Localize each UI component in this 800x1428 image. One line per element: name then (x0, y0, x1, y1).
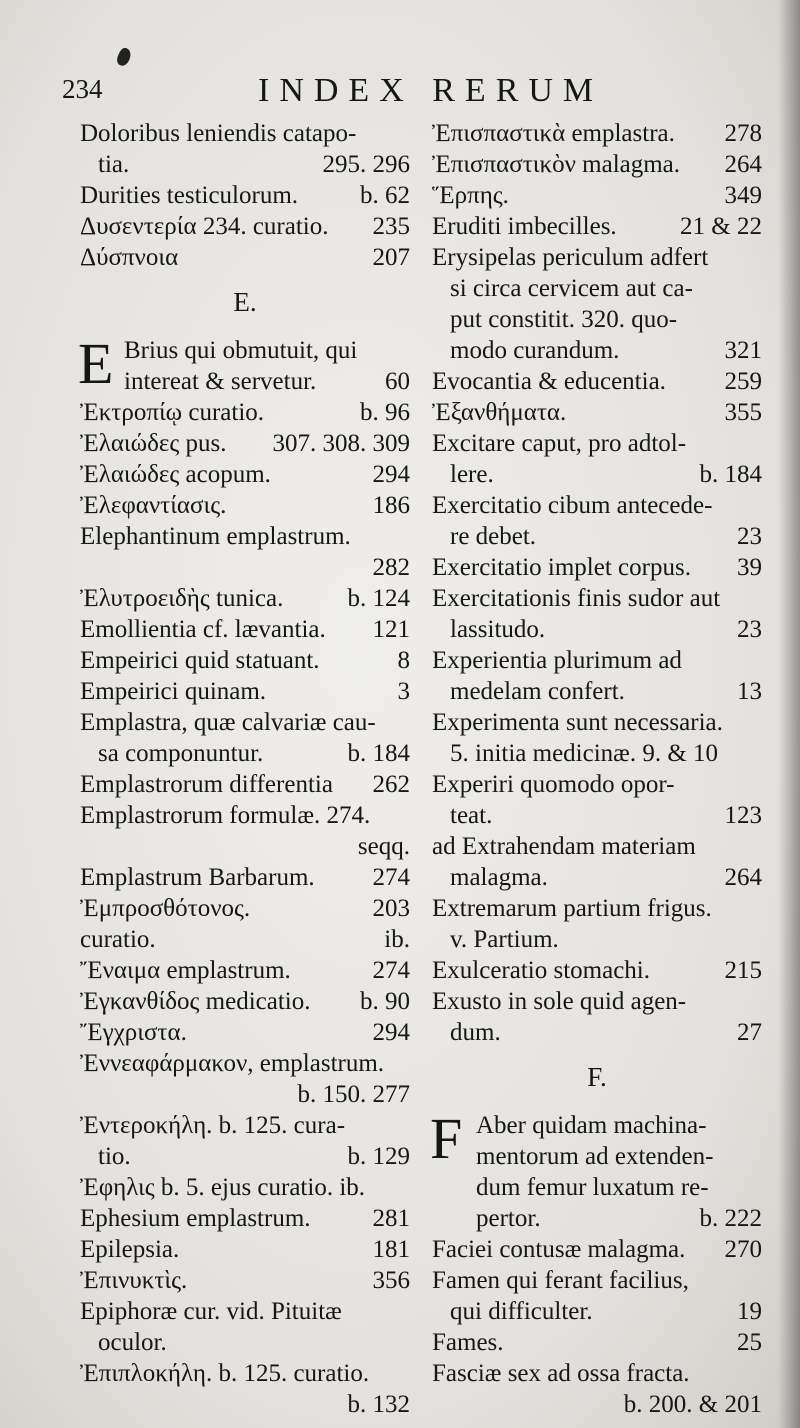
entry-text: Ἐπιπλοκήλη. b. 125. curatio. (80, 1360, 370, 1387)
index-entry (432, 1265, 762, 1327)
running-title: INDEX RERUM (258, 72, 604, 109)
entry-text: dum femur luxatum re- (476, 1174, 709, 1201)
index-entry (80, 521, 410, 583)
index-entry (432, 893, 762, 955)
entry-text: Ἐξανθήματα. (432, 399, 567, 426)
page-reference: 235 (372, 213, 410, 240)
index-entry (80, 1110, 410, 1172)
page-reference: b. 184 (347, 740, 410, 767)
entry-text: Ἐπισπαστικὸν malagma. (432, 151, 681, 178)
entry-text: Fasciæ sex ad ossa fracta. (432, 1360, 690, 1387)
entry-text: Ἐκτροπίῳ curatio. (80, 399, 265, 426)
index-entry (432, 707, 762, 769)
index-entry (80, 242, 410, 273)
page-reference: b. 62 (360, 182, 410, 209)
entry-text: Evocantia & educentia. (432, 368, 666, 395)
entry-text: mentorum ad extenden- (476, 1143, 714, 1170)
index-entry (80, 1234, 410, 1265)
index-entry (80, 1017, 410, 1048)
entry-text: Faciei contusæ malagma. (432, 1236, 686, 1263)
page-reference: b. 90 (360, 988, 410, 1015)
index-entry (432, 955, 762, 986)
index-entry (80, 924, 410, 955)
page-reference: 295. 296 (322, 151, 410, 178)
entry-text: Aber quidam machina- (476, 1112, 707, 1139)
entry-text: 5. initia medicinæ. 9. & 10 (450, 740, 719, 767)
index-entry (432, 552, 762, 583)
entry-text: curatio. (80, 926, 156, 953)
index-entry (432, 1327, 762, 1358)
entry-text: dum. (450, 1019, 501, 1046)
index-entry (80, 614, 410, 645)
ink-blot (115, 46, 133, 67)
entry-text: Durities testiculorum. (80, 182, 299, 209)
entry-text: teat. (450, 802, 493, 829)
entry-text: lere. (450, 461, 494, 488)
index-entry (432, 428, 762, 490)
section-letter: E. (233, 287, 257, 317)
entry-text: sa componuntur. (98, 740, 264, 767)
page-reference: 23 (737, 616, 762, 643)
index-entry (80, 1172, 410, 1203)
entry-text (80, 552, 410, 583)
page-reference: ib. (384, 926, 410, 953)
entry-text: Extremarum partium frigus. (432, 895, 712, 922)
entry-text: Ἐντεροκήλη. b. 125. cura- (80, 1112, 346, 1139)
entry-text: Ἔναιμα emplastrum. (80, 957, 291, 984)
index-entry (432, 583, 762, 645)
page-reference: 23 (737, 523, 762, 550)
page-reference: seqq. (357, 833, 410, 860)
entry-text: Ἐννεαφάρμακον, emplastrum. (80, 1050, 385, 1077)
index-entry (432, 490, 762, 552)
page-reference: 21 & 22 (680, 213, 762, 240)
entry-text: Emplastrorum differentia (80, 771, 333, 798)
left-index-column (80, 118, 410, 1420)
entry-text: Emplastrorum formulæ. 274. (80, 802, 371, 829)
index-entry (80, 1048, 410, 1110)
entry-text: Ἐπισπαστικὰ emplastra. (432, 120, 675, 147)
entry-text: Ἔγχριστα. (80, 1019, 187, 1046)
entry-text: re debet. (450, 523, 537, 550)
entry-text: Ἐπινυκτὶς. (80, 1267, 188, 1294)
entry-text: si circa cervicem aut ca- (450, 275, 693, 302)
page-number: 234 (62, 74, 103, 104)
entry-text: Exusto in sole quid agen- (432, 988, 687, 1015)
entry-text: Ephesium emplastrum. (80, 1205, 311, 1232)
index-entry (80, 955, 410, 986)
page-reference: 19 (737, 1298, 762, 1325)
entry-text: Emplastra, quæ calvariæ cau- (80, 709, 376, 736)
index-entry (432, 180, 762, 211)
index-entry (80, 800, 410, 862)
entry-text: Empeirici quid statuant. (80, 647, 320, 674)
entry-text: Epilepsia. (80, 1236, 180, 1263)
page-reference: 264 (724, 864, 762, 891)
entry-text: Ἕρπης. (432, 182, 509, 209)
page-reference: 25 (737, 1329, 762, 1356)
index-entry (432, 118, 762, 149)
page-reference: 203 (372, 895, 410, 922)
page-reference: 349 (724, 182, 762, 209)
drop-capital: E (78, 331, 114, 396)
page-reference: 13 (737, 678, 762, 705)
page-reference: 3 (397, 678, 410, 705)
entry-text: oculor. (98, 1329, 167, 1356)
index-entry (80, 1265, 410, 1296)
entry-text: qui difficulter. (450, 1298, 593, 1325)
index-entry (80, 1358, 410, 1420)
entry-text: Erysipelas periculum adfert (432, 244, 709, 271)
page-reference: 215 (724, 957, 762, 984)
index-entry (80, 769, 410, 800)
entry-text: Exercitationis finis sudor aut (432, 585, 721, 612)
page-reference: 321 (724, 337, 762, 364)
index-entry (80, 645, 410, 676)
entry-text: malagma. (450, 864, 548, 891)
index-entry (80, 893, 410, 924)
page-reference: 27 (737, 1019, 762, 1046)
entry-text: medelam confert. (450, 678, 625, 705)
index-entry (78, 331, 410, 397)
index-entry (432, 1234, 762, 1265)
index-entry (80, 986, 410, 1017)
entry-text: Brius qui obmutuit, qui (124, 337, 358, 364)
entry-text: Fames. (432, 1329, 504, 1356)
entry-text: Ἐγκανθίδος medicatio. (80, 988, 311, 1015)
page-reference: b. 124 (347, 585, 410, 612)
page-reference: 207 (372, 244, 410, 271)
page-reference: 123 (724, 802, 762, 829)
entry-text: Δυσεντερία 234. curatio. (80, 213, 329, 240)
index-entry (80, 490, 410, 521)
entry-text: modo curandum. (450, 337, 620, 364)
entry-text: Exercitatio implet corpus. (432, 554, 691, 581)
page-reference: b. 150. 277 (297, 1081, 410, 1108)
entry-text: Ἐλαιώδες acopum. (80, 461, 271, 488)
entry-text: ad Extrahendam materiam (432, 833, 696, 860)
index-entry (80, 1203, 410, 1234)
page-reference: b. 184 (699, 461, 762, 488)
index-entry (432, 366, 762, 397)
page-reference: 186 (372, 492, 410, 519)
entry-text: lassitudo. (450, 616, 546, 643)
index-entry (432, 397, 762, 428)
page-reference: 307. 308. 309 (272, 430, 410, 457)
page-reference: b. 222 (699, 1205, 762, 1232)
entry-text: intereat & servetur. (124, 368, 317, 395)
entry-text: Ἐλυτροειδὴς tunica. (80, 585, 284, 612)
page-gutter-shadow (778, 0, 800, 1428)
entry-text: Empeirici quinam. (80, 678, 267, 705)
page-reference: 8 (397, 647, 410, 674)
index-entry (432, 211, 762, 242)
index-entry (80, 862, 410, 893)
entry-text: Exulceratio stomachi. (432, 957, 650, 984)
page-reference: 282 (372, 554, 410, 581)
drop-capital: F (430, 1106, 463, 1171)
page-reference: 181 (372, 1236, 410, 1263)
entry-text: Ἐφηλις b. 5. ejus curatio. ib. (80, 1174, 366, 1201)
page-reference: 262 (372, 771, 410, 798)
index-entry (432, 149, 762, 180)
entry-text: Experientia plurimum ad (432, 647, 682, 674)
index-entry (432, 769, 762, 831)
running-head (62, 72, 782, 112)
index-entry (80, 459, 410, 490)
index-entry (80, 428, 410, 459)
index-entry (80, 211, 410, 242)
index-entry (80, 676, 410, 707)
section-letter: F. (587, 1062, 607, 1092)
right-index-column (432, 118, 762, 1420)
page-reference: 294 (372, 1019, 410, 1046)
page-reference: 278 (724, 120, 762, 147)
page-reference: 356 (372, 1267, 410, 1294)
entry-text: Epiphoræ cur. vid. Pituitæ (80, 1298, 342, 1325)
page-reference: b. 129 (347, 1143, 410, 1170)
index-entry (80, 707, 410, 769)
entry-text: Ἐλαιώδες pus. (80, 430, 227, 457)
index-entry (80, 583, 410, 614)
index-entry (80, 397, 410, 428)
entry-text: Doloribus leniendis catapo- (80, 120, 357, 147)
entry-text: tia. (98, 151, 130, 178)
entry-text: Elephantinum emplastrum. (80, 523, 351, 550)
entry-text: put constitit. 320. quo- (450, 306, 678, 333)
index-entry (432, 986, 762, 1048)
index-entry (432, 645, 762, 707)
entry-text: Ἐμπροσθότονος. (80, 895, 251, 922)
entry-text: v. Partium. (450, 926, 559, 953)
index-entry (80, 1296, 410, 1358)
page-reference: b. 200. & 201 (623, 1391, 762, 1418)
entry-text: Emplastrum Barbarum. (80, 864, 315, 891)
index-entry (430, 1106, 762, 1234)
page-reference: 121 (372, 616, 410, 643)
index-entry (80, 118, 410, 180)
page-reference: 259 (724, 368, 762, 395)
entry-text: Eruditi imbecilles. (432, 213, 617, 240)
page-reference: 60 (385, 368, 410, 395)
entry-text: Excitare caput, pro adtol- (432, 430, 687, 457)
page-reference: 294 (372, 461, 410, 488)
entry-text: Emollientia cf. lævantia. (80, 616, 326, 643)
index-entry (432, 1358, 762, 1420)
page-reference: 274 (372, 957, 410, 984)
index-entry (432, 831, 762, 893)
page-reference: b. 132 (347, 1391, 410, 1418)
index-entry (432, 242, 762, 366)
page-reference: 270 (724, 1236, 762, 1263)
index-entry (80, 180, 410, 211)
entry-text: Experiri quomodo opor- (432, 771, 675, 798)
page-reference: 264 (724, 151, 762, 178)
page-reference: 274 (372, 864, 410, 891)
page-reference: 355 (724, 399, 762, 426)
entry-text: pertor. (476, 1205, 541, 1232)
entry-text: Experimenta sunt necessaria. (432, 709, 723, 736)
page-reference: 281 (372, 1205, 410, 1232)
entry-text: Exercitatio cibum antecede- (432, 492, 713, 519)
entry-text: Δύσπνοια (80, 244, 179, 271)
entry-text: tio. (98, 1143, 131, 1170)
entry-text: Famen qui ferant facilius, (432, 1267, 689, 1294)
entry-text: Ἐλεφαντίασις. (80, 492, 227, 519)
page-reference: b. 96 (360, 399, 410, 426)
page-reference: 39 (737, 554, 762, 581)
